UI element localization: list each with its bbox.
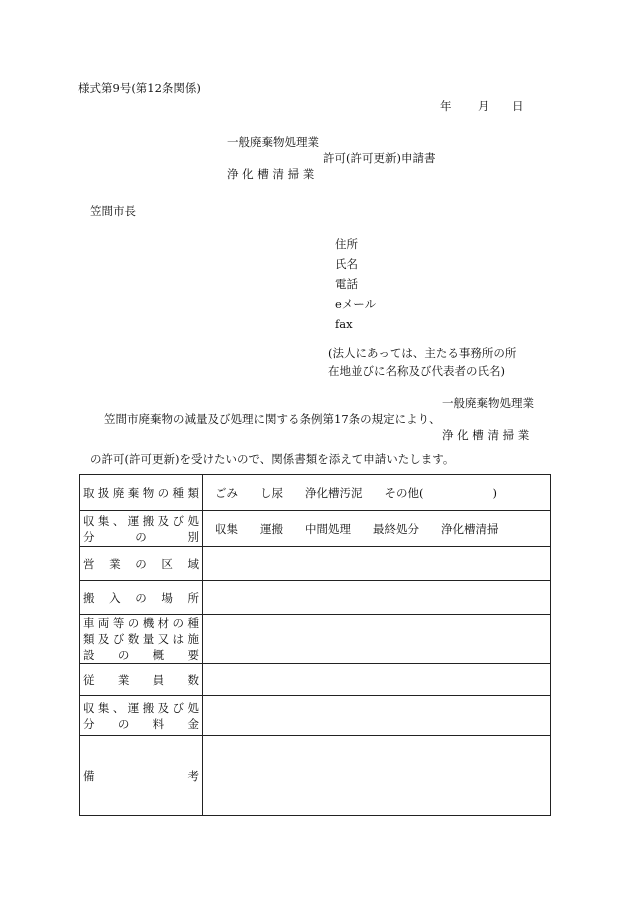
page-title: 許可(許可更新)申請書 xyxy=(323,151,436,165)
row-label-text: 類 及 び 数 量 又 は 施 xyxy=(83,632,199,646)
table-row xyxy=(80,696,551,736)
row-value-employees[interactable] xyxy=(203,664,551,696)
form-number: 様式第9号(第12条関係) xyxy=(78,81,201,95)
addressee: 笠間市長 xyxy=(90,204,136,218)
applicant-note-line: (法人にあっては、主たる事務所の所 xyxy=(328,346,517,360)
body-business-2: 浄 化 槽 清 掃 業 xyxy=(442,428,530,442)
row-label-text: 収 集 、 運 搬 及 び 処 xyxy=(83,513,199,528)
title-business-2: 浄 化 槽 清 掃 業 xyxy=(227,167,315,181)
row-label-waste-type xyxy=(80,475,203,511)
field-email-label: eメール xyxy=(335,297,377,311)
table-row xyxy=(80,664,551,696)
title-business-1: 一般廃棄物処理業 xyxy=(227,135,319,149)
table-row xyxy=(80,475,551,511)
applicant-fields xyxy=(335,234,376,334)
body-text-line-1: 笠間市廃棄物の減量及び処理に関する条例第17条の規定により、 xyxy=(104,412,441,426)
row-label-area xyxy=(80,547,203,581)
row-value-remarks[interactable] xyxy=(203,736,551,816)
table-row xyxy=(80,736,551,816)
option-intermediate: 中間処理 xyxy=(305,521,351,536)
row-label-equipment xyxy=(80,615,203,664)
row-label-text: 取 扱 廃 棄 物 の 種 類 xyxy=(83,485,199,500)
row-label-text: 搬 入 の 場 所 xyxy=(83,590,199,605)
row-label-category xyxy=(80,511,203,547)
row-label-text: 分 の 料 金 xyxy=(83,716,199,731)
option-final-disposal: 最終処分 xyxy=(373,521,419,536)
row-value-waste-type xyxy=(203,475,551,511)
field-name-label: 氏名 xyxy=(335,257,358,271)
row-label-delivery xyxy=(80,581,203,615)
row-label-text: 営 業 の 区 域 xyxy=(83,556,199,571)
row-label-remarks xyxy=(80,736,203,816)
row-value-category xyxy=(203,511,551,547)
row-value-delivery[interactable] xyxy=(203,581,551,615)
row-value-area[interactable] xyxy=(203,547,551,581)
table-row xyxy=(80,547,551,581)
row-value-fees[interactable] xyxy=(203,696,551,736)
body-text-line-2: の許可(許可更新)を受けたいので、関係書類を添えて申請いたします。 xyxy=(90,452,455,466)
option-night-soil: し尿 xyxy=(260,485,283,500)
date-month: 月 xyxy=(478,99,490,113)
option-transport: 運搬 xyxy=(260,521,283,536)
row-label-text: 設 の 概 要 xyxy=(83,648,199,662)
applicant-note xyxy=(328,344,516,380)
option-other: その他( ) xyxy=(384,485,497,500)
table-row xyxy=(80,511,551,547)
option-septic-cleaning: 浄化槽清掃 xyxy=(441,521,499,536)
date-day: 日 xyxy=(512,99,524,113)
table-row xyxy=(80,615,551,664)
row-label-employees xyxy=(80,664,203,696)
table-row xyxy=(80,581,551,615)
application-table xyxy=(79,474,551,816)
field-phone-label: 電話 xyxy=(335,277,358,291)
option-septic-sludge: 浄化槽汚泥 xyxy=(305,485,363,500)
row-label-text: 備 考 xyxy=(83,768,199,783)
row-label-fees xyxy=(80,696,203,736)
body-business-1: 一般廃棄物処理業 xyxy=(442,396,534,410)
row-value-equipment[interactable] xyxy=(203,615,551,664)
option-garbage: ごみ xyxy=(215,485,238,500)
date-year: 年 xyxy=(440,99,452,113)
row-label-text: 車 両 等 の 機 材 の 種 xyxy=(83,616,199,630)
row-label-text: 収 集 、 運 搬 及 び 処 xyxy=(83,700,199,715)
row-label-text: 従 業 員 数 xyxy=(83,672,199,687)
applicant-note-line: 在地並びに名称及び代表者の氏名) xyxy=(328,364,505,378)
field-fax-label: fax xyxy=(335,317,353,331)
field-address-label: 住所 xyxy=(335,237,358,251)
option-collection: 収集 xyxy=(215,521,238,536)
row-label-text: 分 の 別 xyxy=(83,529,199,544)
